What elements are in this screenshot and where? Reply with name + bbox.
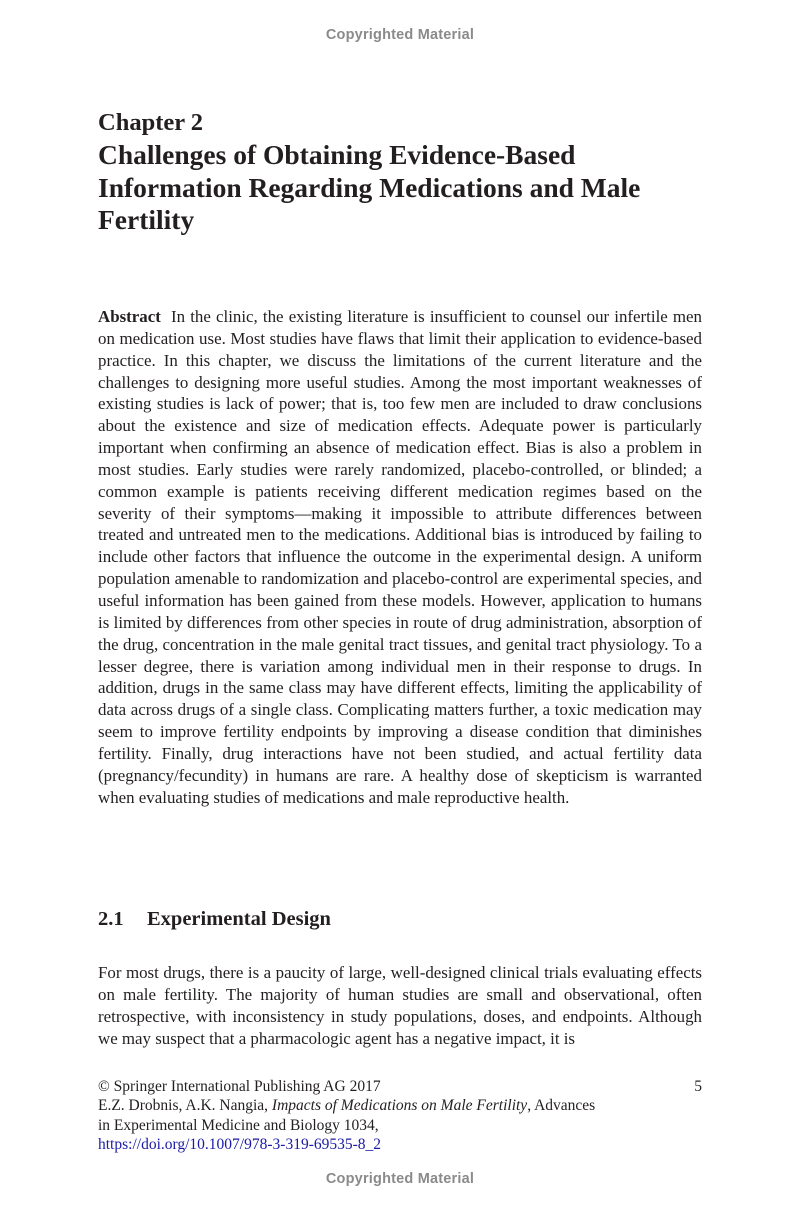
citation-line: [98, 1096, 702, 1115]
abstract: [98, 306, 702, 808]
copyright-line: © Springer International Publishing AG 2017: [98, 1078, 381, 1095]
abstract-label: Abstract: [98, 307, 161, 326]
chapter-title: Challenges of Obtaining Evidence-Based Information Regarding Medications and Male Fertility: [98, 139, 641, 235]
section-heading: [98, 906, 331, 932]
citation-series-line: in Experimental Medicine and Biology 1034,: [98, 1116, 379, 1134]
abstract-text: In the clinic, the existing literature is insufficient to counsel our infertile men on medication use. Most studies have flaws that limit their application to evidence-based practice. In this chapter, we discuss the limitations of the current literature and the challenges to designing more useful studies. Among the most important weaknesses of existing studies is lack of power; that is, too few men are included to draw conclusions about the existence and size of medication effects. Adequate power is particularly important when confirming an absence of medication effect. Bias is also a problem in most studies. Early studies were rarely randomized, placebo-controlled, or blinded; a common example is patients receiving different medication regimes based on the severity of their symptoms—making it impossible to attribute differences between treated and untreated men to the medications. Additional bias is introduced by failing to include other factors that influence the outcome in the experimental design. A uniform population amenable to randomization and placebo-control are experimental species, and useful information has been gained from these models. However, application to humans is limited by differences from other species in route of drug administration, absorption of the drug, concentration in the male genital tract tissues, and genital tract physiology. To a lesser degree, there is variation among individual men in their response to drugs. In addition, drugs in the same class may have different effects, limiting the applicability of data across drugs of a single class. Complicating matters further, a toxic medication may seem to improve fertility endpoints by improving a disease condition that diminishes fertility. Finally, drug interactions have not been studied, and actual fertility data (pregnancy/fecundity) in humans are rare. A healthy dose of skepticism is warranted when evaluating studies of medications and male reproductive health.: [98, 307, 702, 807]
citation-authors: E.Z. Drobnis, A.K. Nangia,: [98, 1097, 272, 1115]
chapter-label: Chapter 2: [98, 109, 204, 136]
page-number: 5: [694, 1078, 702, 1095]
copyright-watermark-top: Copyrighted Material: [325, 27, 475, 43]
doi-link[interactable]: https://doi.org/10.1007/978-3-319-69535-8_2: [98, 1135, 382, 1153]
copyright-watermark-bottom: Copyrighted Material: [325, 1171, 475, 1187]
section-title: Experimental Design: [147, 908, 331, 930]
section-number: 2.1: [98, 908, 124, 930]
section-paragraph: For most drugs, there is a paucity of large, well-designed clinical trials evaluating effects on male fertility. The majority of human studies are small and observational, often retrospective, with inconsistency in study populations, doses, and endpoints. Although we may suspect that a pharmacologic agent has a negative impact, it is: [98, 963, 702, 1048]
citation-series-part1: , Advances: [527, 1097, 596, 1115]
footnote-citation: [98, 1077, 702, 1154]
citation-book-title: Impacts of Medications on Male Fertility: [271, 1097, 528, 1115]
